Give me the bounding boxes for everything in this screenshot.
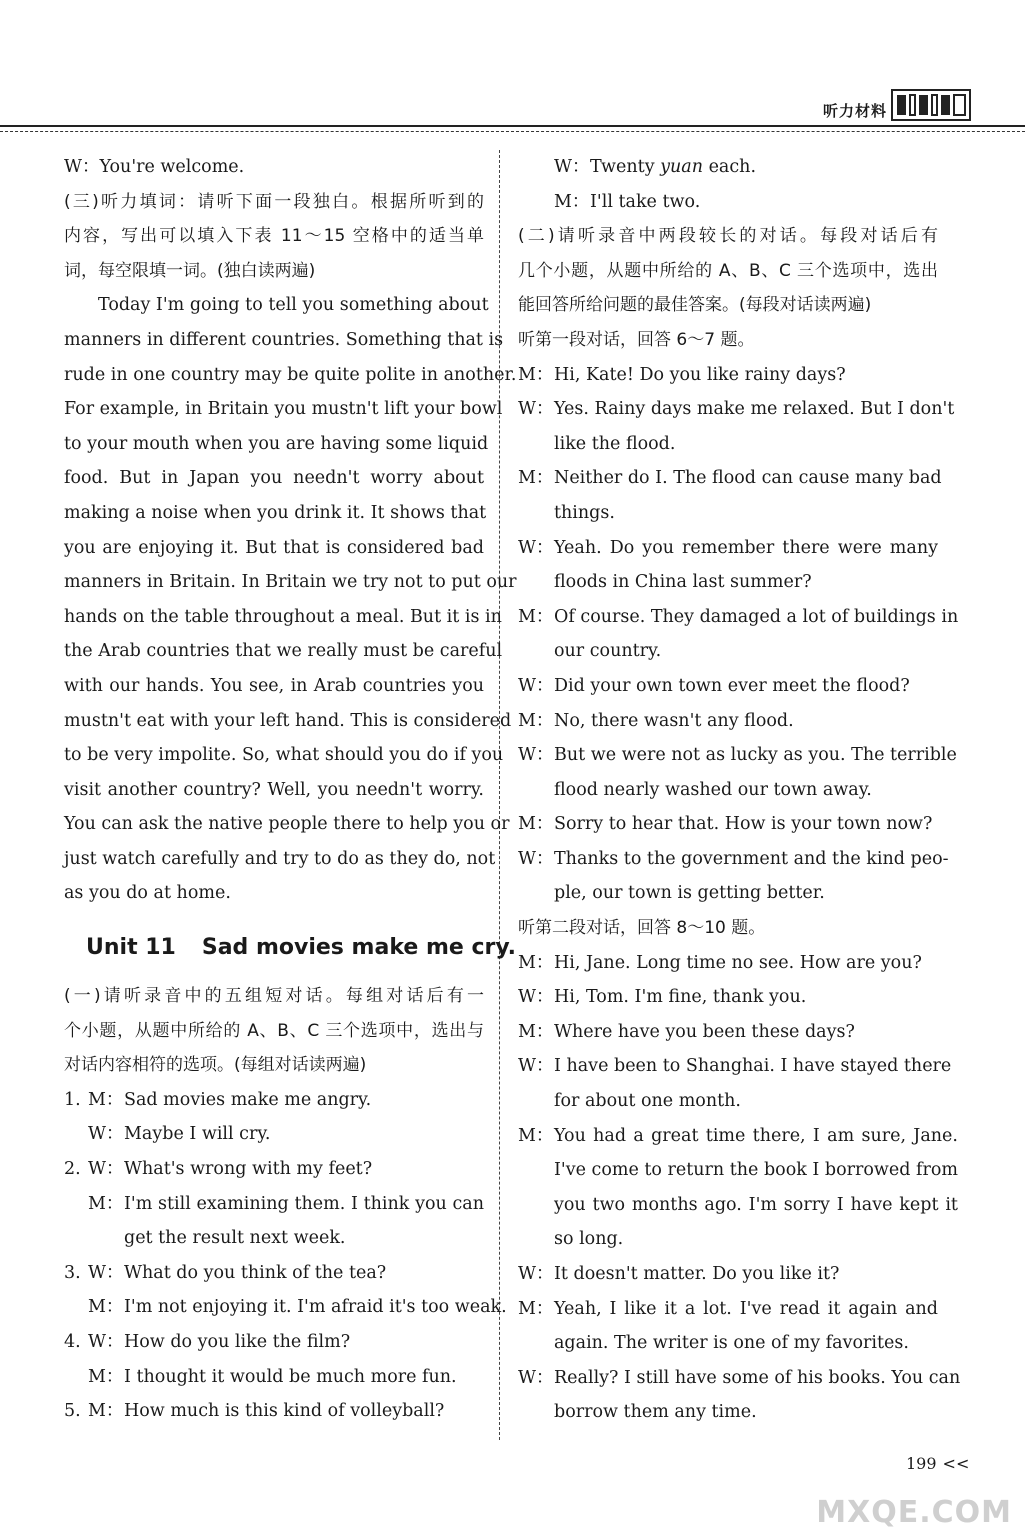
speaker-label: W： <box>518 987 554 1008</box>
dialog-text: you two months ago. I'm sorry I have kept it <box>554 1194 958 1215</box>
dialog-turn <box>518 842 949 911</box>
dialog-text: But we were not as lucky as you. The terrible <box>554 745 957 766</box>
section-3-instructions: (三)听力填词：请听下面一段独白。根据所听到的 内容，写出可以填入下表 11～15 空格中的适当单 词，每空限填一词。(独白读两遍) <box>64 191 484 281</box>
speaker-label: M： <box>518 814 554 835</box>
list-item: M： I'm still examining them. I think you can get the result next week. <box>88 1193 484 1249</box>
short-dialogs <box>64 1083 507 1429</box>
dialog-text: Hi, Tom. I'm fine, thank you. <box>554 987 807 1008</box>
dialog-text: borrow them any time. <box>554 1402 757 1423</box>
right-column <box>518 150 961 1430</box>
dialog-turn <box>518 980 938 1015</box>
dialog-text: I've come to return the book I borrowed from <box>554 1160 958 1181</box>
speaker-label: M： <box>518 952 554 973</box>
speaker-label: M： <box>518 1298 554 1319</box>
dialog-text: Yes. Rainy days make me relaxed. But I don't <box>554 399 955 420</box>
dialog-text: like the flood. <box>554 433 676 454</box>
dialog-text: Where have you been these days? <box>554 1021 855 1042</box>
dialog-turn <box>518 1015 938 1050</box>
dialog-turn <box>518 461 942 530</box>
watermark <box>816 1462 1020 1536</box>
header-dash-rule <box>0 131 1025 132</box>
speaker-label: W： <box>518 1264 554 1284</box>
dialog-turn <box>518 1292 938 1361</box>
dialog-turn <box>518 738 957 807</box>
dialog-turn <box>518 358 938 393</box>
dialog-line: W： Twenty yuan each. <box>554 157 757 177</box>
speaker-label: M： <box>518 710 554 731</box>
left-column <box>64 150 517 1429</box>
list-item: 3. W： What do you think of the tea? <box>64 1262 387 1283</box>
dialog-turn <box>518 531 938 600</box>
dialog-text: Sorry to hear that. How is your town now? <box>554 814 933 835</box>
dialog-text: again. The writer is one of my favorites. <box>554 1333 909 1354</box>
dialog-text: No, there wasn't any flood. <box>554 710 794 731</box>
speaker-label: W： <box>518 1056 554 1077</box>
section-label: 听力材料 <box>822 102 887 120</box>
dialog-text: our country. <box>554 641 662 662</box>
dialog-text: Neither do I. The flood can cause many bad <box>554 468 942 489</box>
dialog-text: Of course. They damaged a lot of buildings in <box>554 606 959 627</box>
dialog-text: Did your own town ever meet the flood? <box>554 675 910 696</box>
dialog-text: You had a great time there, I am sure, Jane. <box>554 1125 958 1146</box>
speaker-label: M： <box>518 1125 554 1146</box>
dialog-text: I have been to Shanghai. I have stayed there <box>554 1056 952 1077</box>
dialog-turn <box>518 946 938 981</box>
unit-number: Unit 11 <box>86 935 176 961</box>
dialog-2 <box>518 946 961 1430</box>
dialog-text: Hi, Jane. Long time no see. How are you? <box>554 952 922 973</box>
list-item: M： I thought it would be much more fun. <box>88 1366 457 1387</box>
dialog-text: Thanks to the government and the kind peo- <box>554 848 949 869</box>
dialog-turn <box>518 1257 938 1292</box>
list-item: W： Maybe I will cry. <box>88 1124 271 1145</box>
dialog-turn <box>518 392 955 461</box>
dialog-turn <box>518 1049 952 1118</box>
section-1-instructions: (一)请听录音中的五组短对话。每组对话后有一 个小题，从题中所给的 A、B、C 三个选项中，选出与 对话内容相符的选项。(每组对话读两遍) <box>64 986 484 1076</box>
dialog-1-intro: 听第一段对话，回答 6～7 题。 <box>518 329 755 350</box>
dialog-turn <box>518 807 938 842</box>
dialog-2-intro: 听第二段对话，回答 8～10 题。 <box>518 918 766 939</box>
watermark-text: MXQE.COM <box>816 1495 1012 1530</box>
speaker-label: M： <box>518 606 554 627</box>
list-item: 4. W： How do you like the film? <box>64 1332 351 1352</box>
dialog-turn <box>518 600 959 669</box>
dialog-text: floods in China last summer? <box>554 572 812 593</box>
dialog-text: Really? I still have some of his books. You can <box>554 1367 961 1388</box>
dialog-text: Hi, Kate! Do you like rainy days? <box>554 364 846 385</box>
dialog-text: for about one month. <box>554 1091 741 1112</box>
list-item: 2. W： What's wrong with my feet? <box>64 1159 373 1180</box>
speaker-label: W： <box>518 745 554 766</box>
section-2-instructions: (二)请听录音中两段较长的对话。每段对话后有 几个小题，从题中所给的 A、B、C 三个选项中，选出 能回答所给问题的最佳答案。(每段对话读两遍) <box>518 226 938 316</box>
dialog-line: W：You're welcome. <box>64 157 245 177</box>
dialog-text: ple, our town is getting better. <box>554 883 825 904</box>
dialog-text: Yeah. Do you remember there were many <box>554 537 938 558</box>
dialog-text: Yeah, I like it a lot. I've read it again and <box>554 1298 938 1319</box>
page-arrow-icon: << <box>942 1454 970 1473</box>
speaker-label: W： <box>518 848 554 869</box>
dialog-turn <box>518 1119 958 1257</box>
list-item: M： I'm not enjoying it. I'm afraid it's too weak. <box>88 1297 507 1318</box>
dialog-line: M： I'll take two. <box>554 191 701 212</box>
dialog-turn <box>518 704 938 739</box>
monologue-text: Today I'm going to tell you something about manners in different countries. Something that is rude in one country may be quite polite in another. For example, in Britain you mustn't lift your bowl to your mouth when you are having some liquid food. But in Japan you needn't worry about making a noise when you drink it. It shows that you are enjoying it. But that is considered bad manners in Britain. In Britain we try not to put our hands on the table throughout a meal. But it is in the Arab countries that we really must be careful with our hands. You see, in Arab countries you mustn't eat with your left hand. This is considered to be very impolite. So, what should you do if you visit another country? Well, you needn't worry. You can ask the native people there to help you or just watch carefully and try to do as they do, not as you do at home. <box>64 295 517 904</box>
page-header <box>0 0 1025 135</box>
speaker-label: M： <box>518 1021 554 1042</box>
dialog-1 <box>518 358 959 912</box>
dialog-text: flood nearly washed our town away. <box>554 779 872 800</box>
unit-title: Sad movies make me cry. <box>201 935 517 961</box>
speaker-label: W： <box>518 399 554 420</box>
speaker-label: M： <box>518 364 554 385</box>
dialog-text: things. <box>554 502 615 523</box>
header-decoration <box>891 86 971 122</box>
speaker-label: M： <box>518 468 554 489</box>
list-item: 1. M： Sad movies make me angry. <box>64 1089 372 1110</box>
header-rule <box>0 125 1025 127</box>
speaker-label: W： <box>518 675 554 696</box>
unit-heading <box>86 931 517 965</box>
list-item: 5. M： How much is this kind of volleyball? <box>64 1401 445 1422</box>
dialog-text: It doesn't matter. Do you like it? <box>554 1264 840 1284</box>
dialog-text: so long. <box>554 1229 624 1250</box>
speaker-label: W： <box>518 537 554 558</box>
page-number: 199 << <box>906 1454 970 1473</box>
speaker-label: W： <box>518 1367 554 1388</box>
dialog-turn <box>518 669 938 704</box>
dialog-turn <box>518 1361 961 1430</box>
